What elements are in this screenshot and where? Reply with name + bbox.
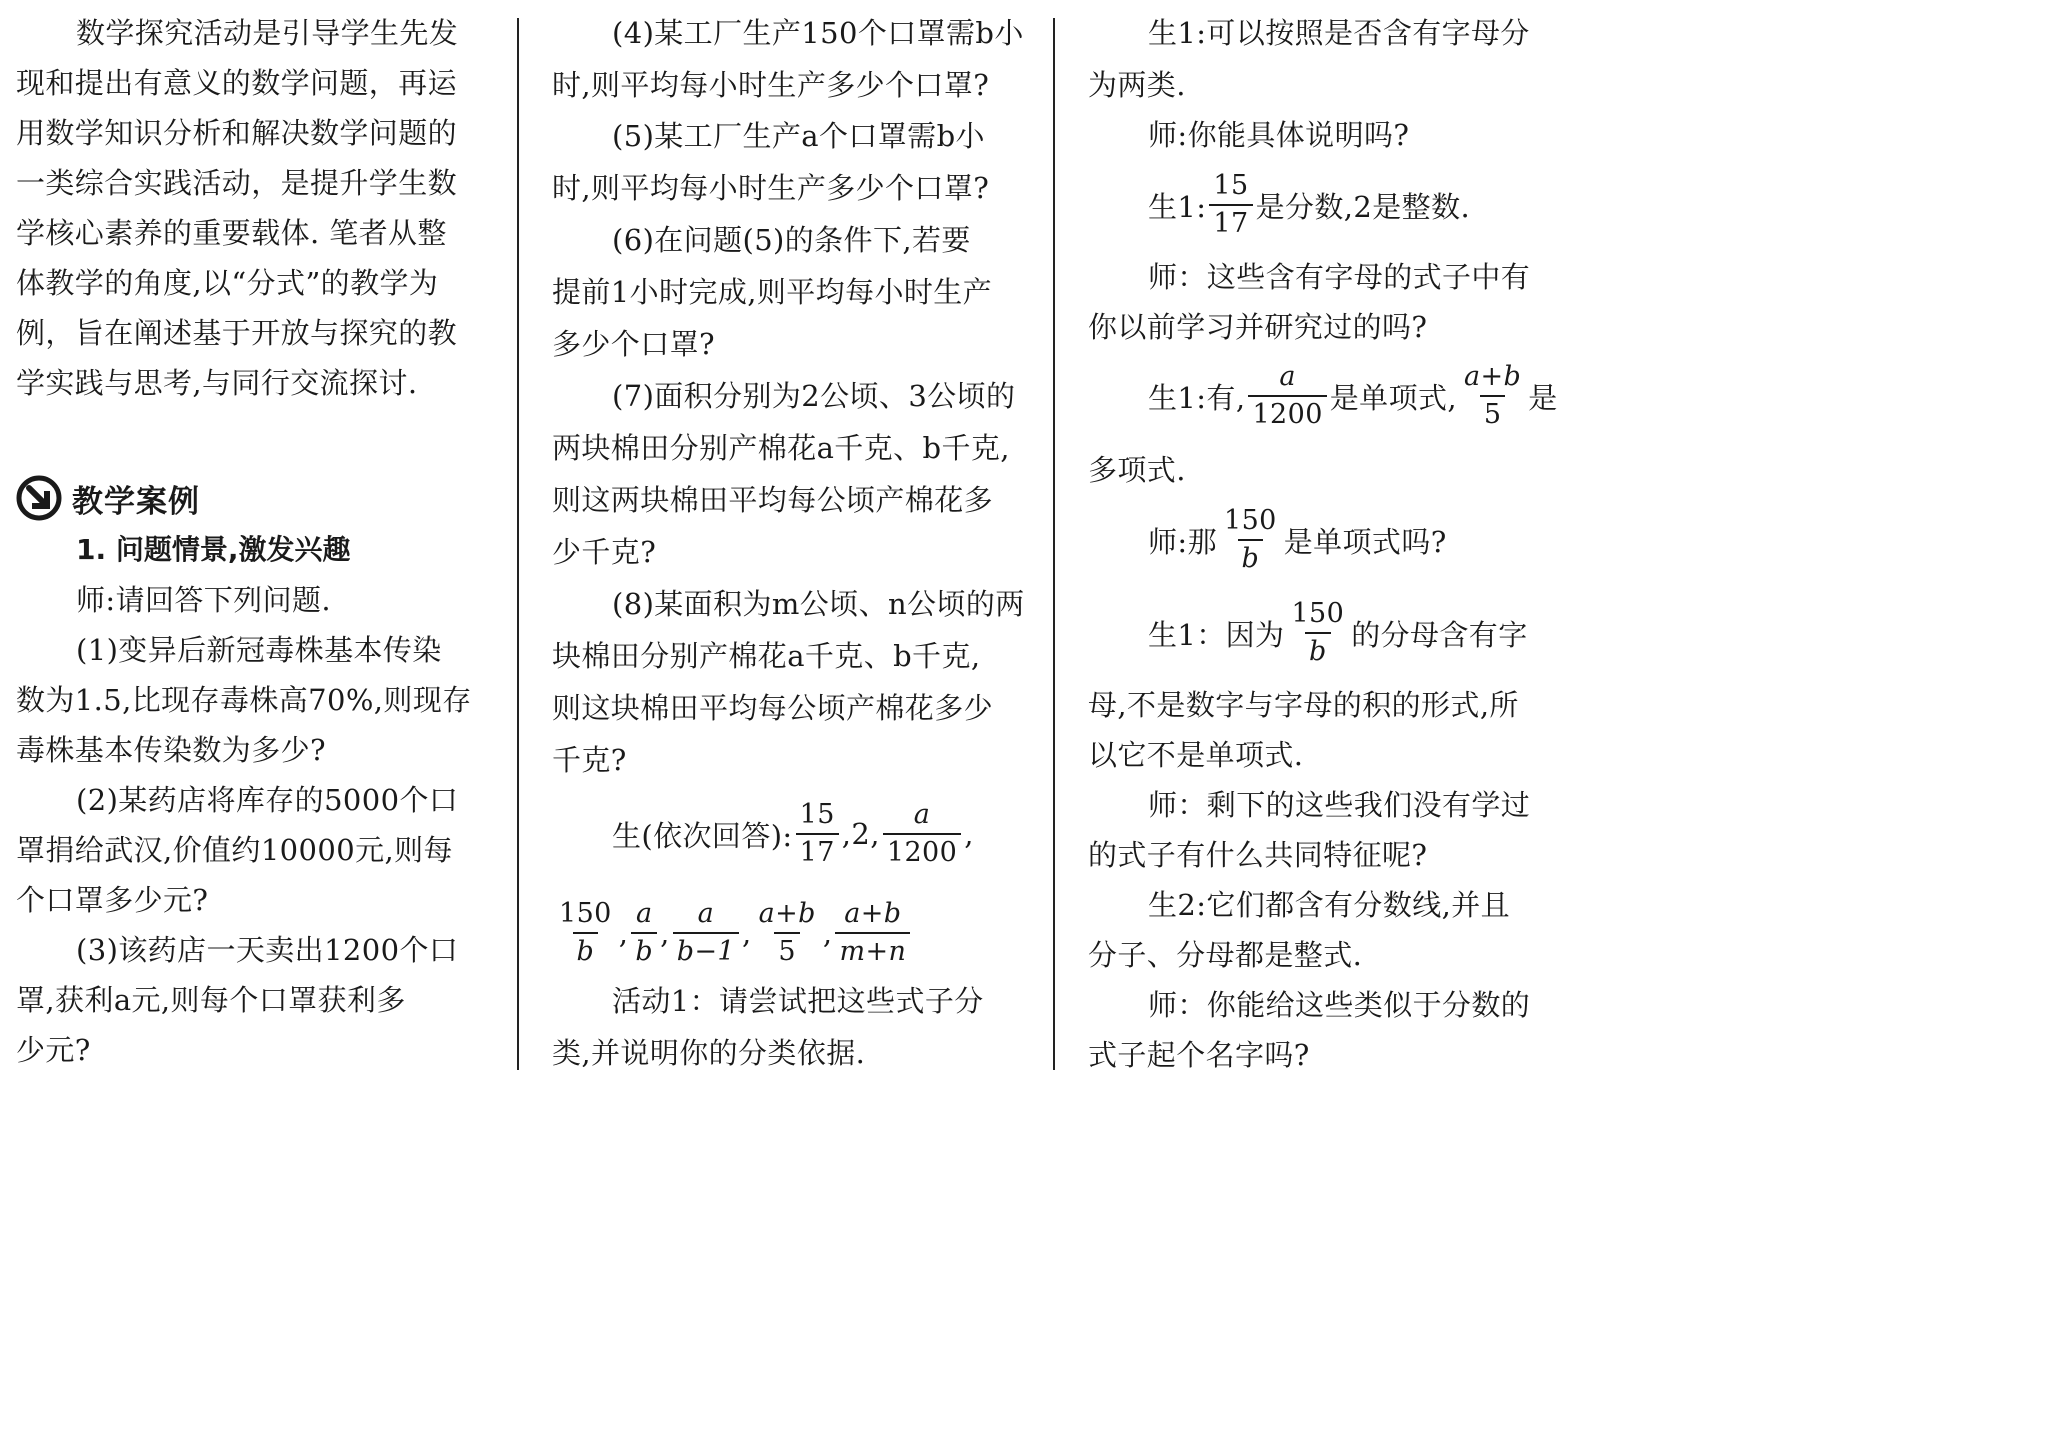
body-line: 毒株基本传染数为多少? [16, 733, 326, 767]
fraction: $\frac{a}{b-1}$ [673, 898, 739, 968]
problem-line: 两块棉田分别产棉花a千克、b千克, [552, 431, 1010, 465]
fraction: $\frac{a+b}{5}$ [1464, 361, 1522, 430]
problem-line: 提前1小时完成,则平均每小时生产 [552, 275, 993, 309]
fraction: $\frac{150}{b}$ [1291, 598, 1345, 667]
dialog-line: 师：这些含有字母的式子中有 [1148, 260, 1531, 294]
dialog-fraction-line: 生1:有, $\frac{a}{1200}$ 是单项式, $\frac{a+b}{5}$ 是 [1148, 361, 1558, 430]
fraction: $\frac{a+b}{5}$ [758, 898, 816, 967]
dialog-line: 生2:它们都含有分数线,并且 [1148, 888, 1511, 922]
problem-line: 块棉田分别产棉花a千克、b千克, [552, 639, 981, 673]
dialog-fraction-line: 生1: $\frac{15}{17}$ 是分数,2是整数. [1148, 170, 1471, 239]
body-line: 数为1.5,比现存毒株高70%,则现存 [16, 683, 472, 717]
activity-line: 类,并说明你的分类依据. [552, 1036, 866, 1070]
answer-line-2: $\frac{150}{b}$ , $\frac{a}{b}$ , $\frac{a}{b-1}$ , $\frac{a+b}{5}$ , $\frac{a+b}{m+n}$ [552, 895, 913, 971]
dialog-line: 的式子有什么共同特征呢? [1088, 838, 1428, 872]
body-line: 少元? [16, 1033, 91, 1067]
fraction: $\frac{a}{1200}$ [883, 799, 961, 869]
intro-line: 现和提出有意义的数学问题，再运 [16, 66, 458, 100]
dialog-line: 师：剩下的这些我们没有学过 [1148, 788, 1531, 822]
answer-line-1: 生(依次回答): $\frac{15}{17}$ ,2, $\frac{a}{1200}$ , [612, 799, 974, 868]
dialog-line: 多项式. [1088, 453, 1186, 487]
subsection-title: 1. 问题情景,激发兴趣 [76, 533, 351, 566]
activity-line: 活动1：请尝试把这些式子分 [612, 984, 984, 1018]
body-line: 个口罩多少元? [16, 883, 209, 917]
section-heading [16, 474, 200, 522]
intro-line: 用数学知识分析和解决数学问题的 [16, 116, 458, 150]
dialog-line: 以它不是单项式. [1088, 738, 1304, 772]
body-line: (1)变异后新冠毒株基本传染 [76, 633, 442, 667]
problem-line: (7)面积分别为2公顷、3公顷的 [612, 379, 1016, 413]
intro-line: 一类综合实践活动，是提升学生数 [16, 166, 458, 200]
fraction: $\frac{a}{1200}$ [1248, 361, 1326, 431]
body-line: (3)该药店一天卖出1200个口 [76, 933, 459, 967]
fraction: $\frac{150}{b}$ [559, 898, 612, 967]
dialog-line: 式子起个名字吗? [1088, 1038, 1310, 1072]
problem-line: 时,则平均每小时生产多少个口罩? [552, 68, 990, 102]
column-divider-right [1053, 18, 1055, 1070]
problem-line: 则这块棉田平均每公顷产棉花多少 [552, 691, 994, 725]
dialog-line: 你以前学习并研究过的吗? [1088, 310, 1428, 344]
dialog-line: 师：你能给这些类似于分数的 [1148, 988, 1531, 1022]
problem-line: (4)某工厂生产150个口罩需b小 [612, 16, 1024, 50]
body-line: (2)某药店将库存的5000个口 [76, 783, 459, 817]
fraction: $\frac{150}{b}$ [1223, 505, 1277, 574]
problem-line: (6)在问题(5)的条件下,若要 [612, 223, 971, 257]
problem-line: 则这两块棉田平均每公顷产棉花多 [552, 483, 994, 517]
problem-line: (5)某工厂生产a个口罩需b小 [612, 119, 985, 153]
problem-line: 千克? [552, 743, 627, 777]
intro-line: 数学探究活动是引导学生先发 [76, 16, 459, 50]
intro-line: 体教学的角度,以“分式”的教学为 [16, 266, 439, 300]
dialog-fraction-line: 生1：因为 $\frac{150}{b}$ 的分母含有字 [1148, 598, 1528, 667]
dialog-line: 分子、分母都是整式. [1088, 938, 1363, 972]
column-divider-left [517, 18, 519, 1070]
dialog-line: 师:你能具体说明吗? [1148, 118, 1410, 152]
dialog-fraction-line: 师:那 $\frac{150}{b}$ 是单项式吗? [1148, 505, 1447, 574]
intro-line: 学实践与思考,与同行交流探讨. [16, 366, 418, 400]
answer-separator: ,2, [841, 817, 880, 851]
body-line: 罩捐给武汉,价值约10000元,则每 [16, 833, 453, 867]
intro-line: 学核心素养的重要载体. 笔者从整 [16, 216, 447, 250]
fraction: $\frac{15}{17}$ [796, 799, 839, 869]
intro-line: 例，旨在阐述基于开放与探究的教 [16, 316, 458, 350]
section-arrow-icon [16, 475, 62, 521]
dialog-line: 为两类. [1088, 68, 1186, 102]
fraction: $\frac{15}{17}$ [1209, 170, 1252, 240]
problem-line: 时,则平均每小时生产多少个口罩? [552, 171, 990, 205]
body-line: 罩,获利a元,则每个口罩获利多 [16, 983, 406, 1017]
problem-line: 多少个口罩? [552, 327, 715, 361]
answer-prefix: 生(依次回答): [612, 818, 793, 853]
body-line: 师:请回答下列问题. [76, 583, 331, 617]
problem-line: 少千克? [552, 535, 657, 569]
dialog-line: 生1:可以按照是否含有字母分 [1148, 16, 1530, 50]
section-title: 教学案例 [72, 483, 200, 520]
fraction: $\frac{a}{b}$ [631, 898, 657, 968]
problem-line: (8)某面积为m公顷、n公顷的两 [612, 587, 1025, 621]
dialog-line: 母,不是数字与字母的积的形式,所 [1088, 688, 1519, 722]
fraction: $\frac{a+b}{m+n}$ [835, 898, 910, 968]
